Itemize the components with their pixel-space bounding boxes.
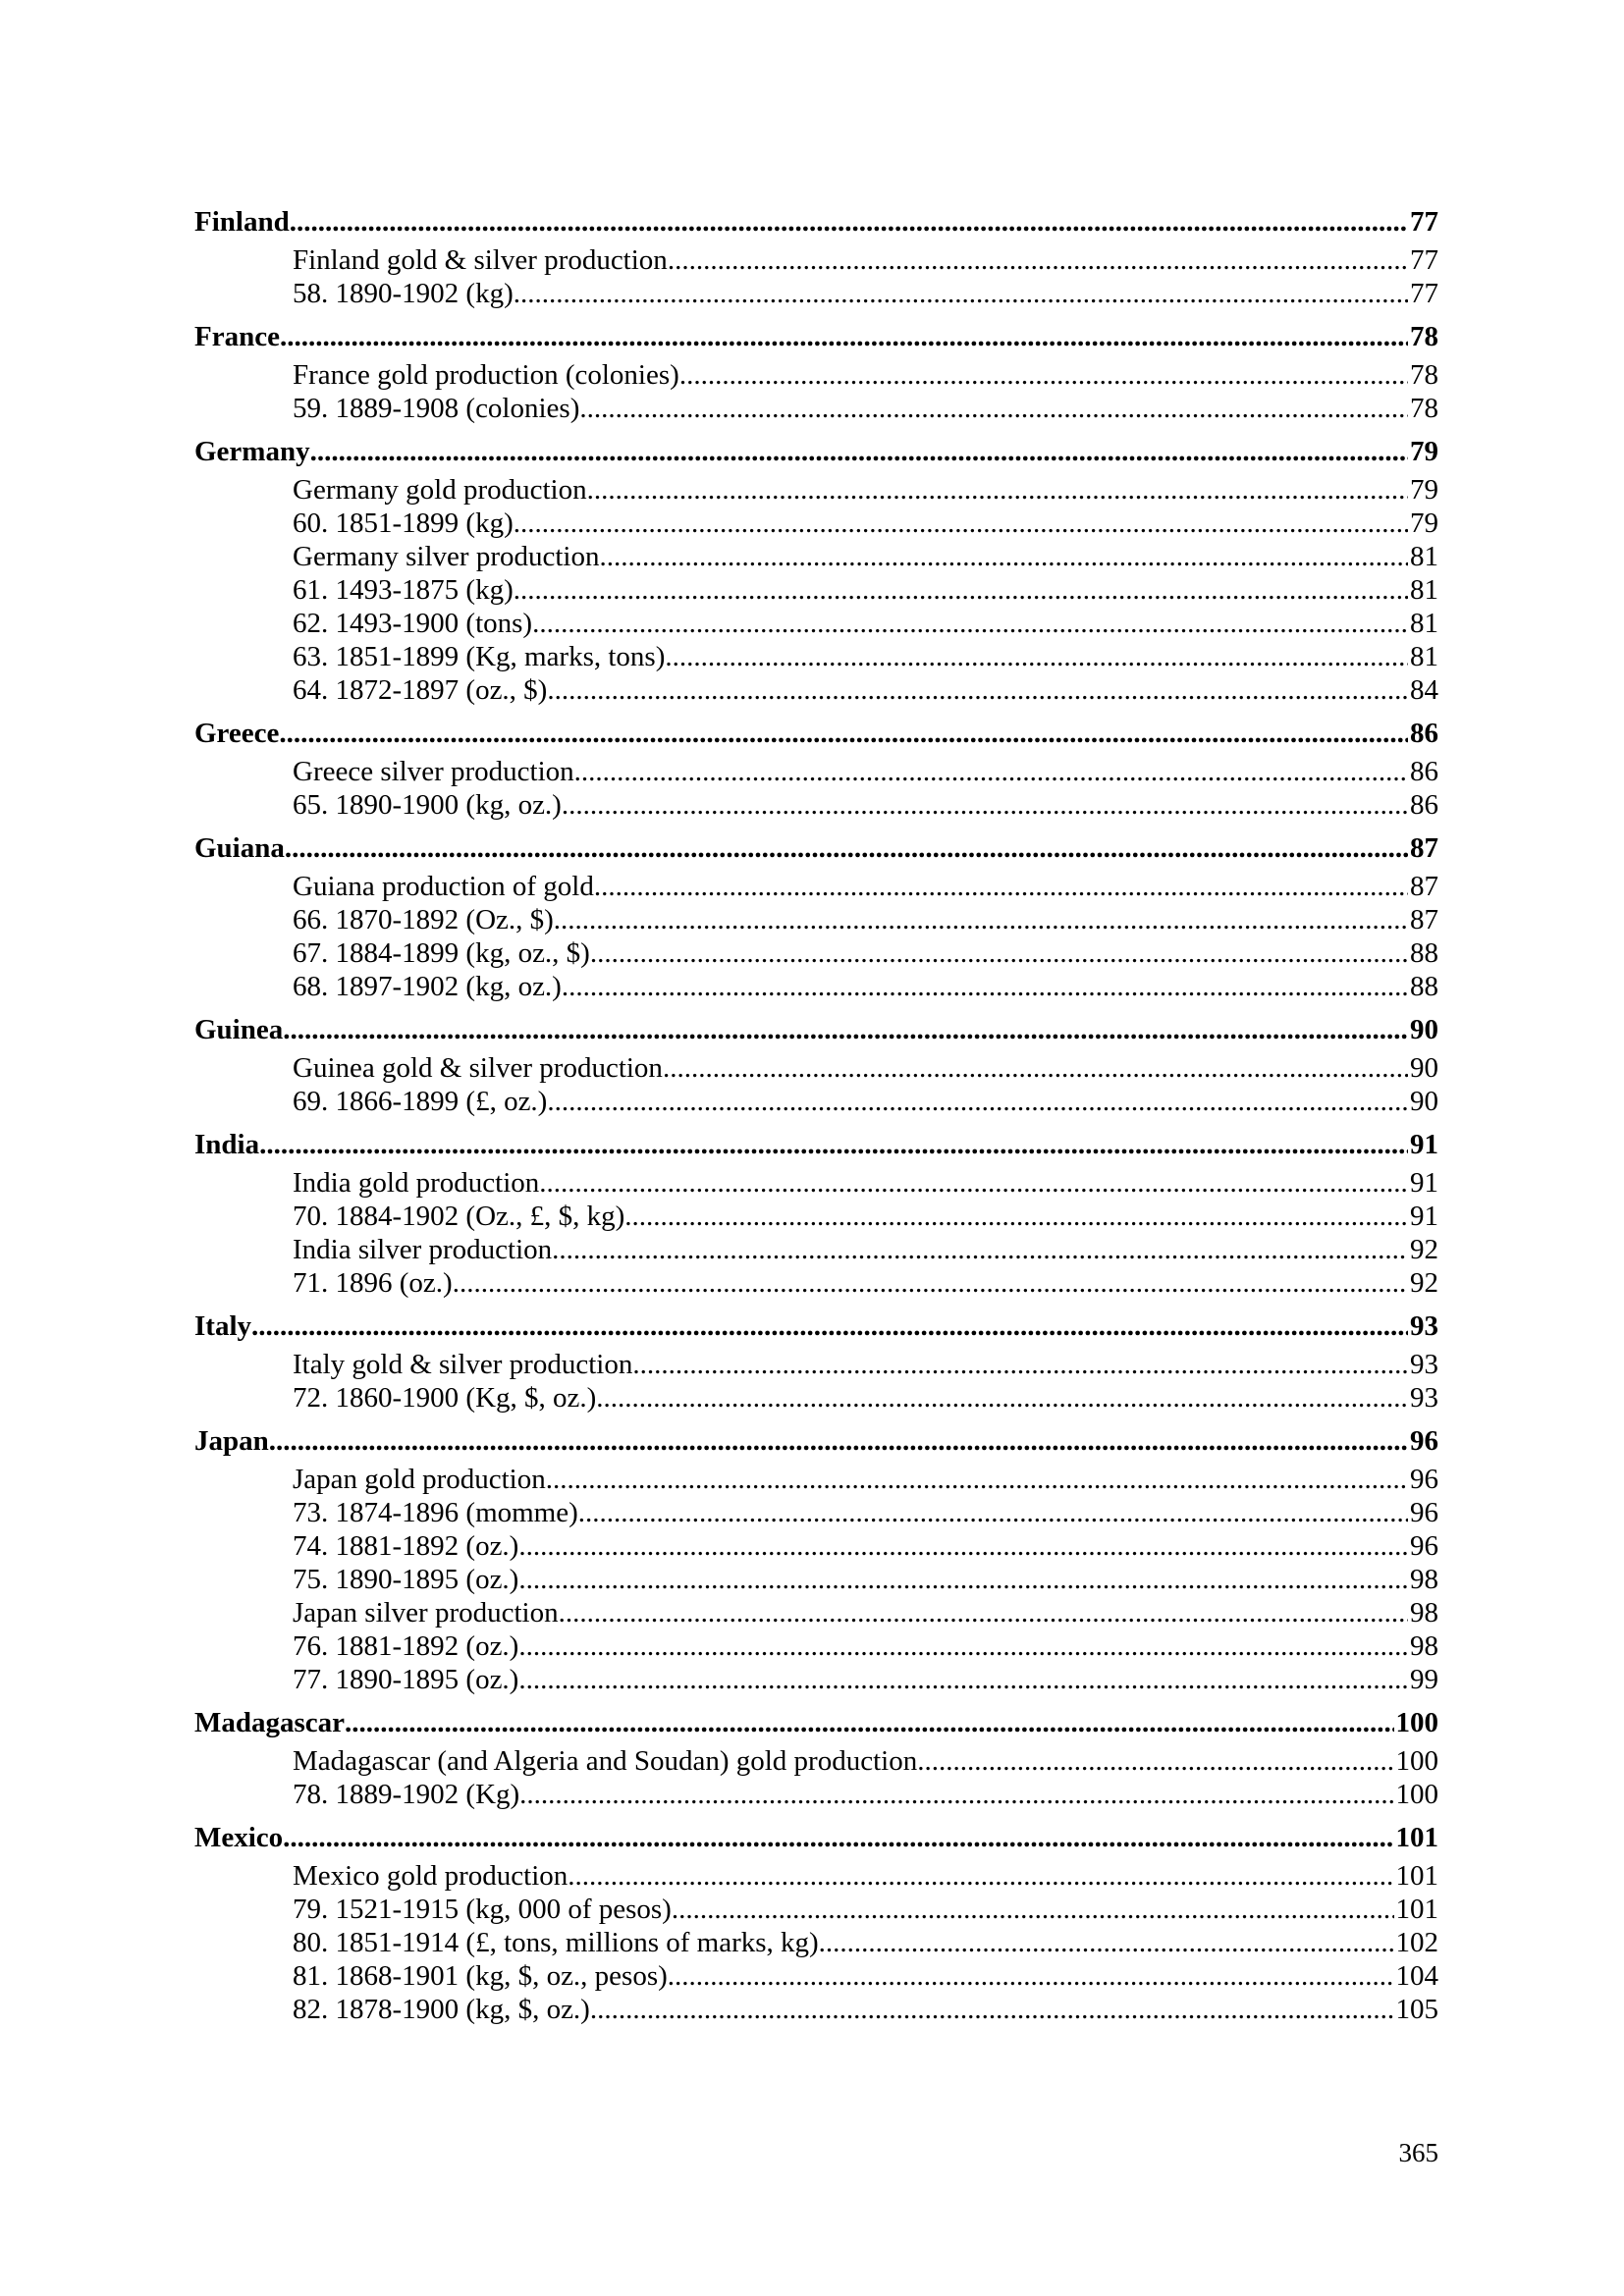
entry-label: 72. 1860-1900 (Kg, $, oz.) xyxy=(293,1382,597,1414)
dot-leader xyxy=(917,1744,1393,1778)
dot-leader xyxy=(514,573,1408,607)
section-title: Finland xyxy=(194,206,290,238)
dot-leader xyxy=(587,473,1408,507)
entry-page-number: 91 xyxy=(1410,1167,1438,1199)
entry-page-number: 92 xyxy=(1410,1234,1438,1265)
entry-label: 70. 1884-1902 (Oz., £, $, kg) xyxy=(293,1201,625,1232)
entry-page-number: 99 xyxy=(1410,1664,1438,1695)
toc-section xyxy=(194,830,1438,1003)
entry-label: 63. 1851-1899 (Kg, marks, tons) xyxy=(293,641,666,672)
toc-entry[interactable] xyxy=(194,358,1438,392)
dot-leader xyxy=(679,358,1408,392)
section-page-number: 77 xyxy=(1410,206,1438,238)
entry-label: 68. 1897-1902 (kg, oz.) xyxy=(293,971,562,1002)
toc-section-heading[interactable] xyxy=(194,1820,1438,1855)
dot-leader xyxy=(596,1381,1408,1415)
toc-section-heading[interactable] xyxy=(194,716,1438,751)
toc-section-heading[interactable] xyxy=(194,1012,1438,1047)
entry-label: Guiana production of gold xyxy=(293,871,594,902)
dot-leader xyxy=(283,1012,1408,1047)
toc-entry[interactable] xyxy=(194,1893,1438,1926)
entry-page-number: 78 xyxy=(1410,393,1438,424)
dot-leader xyxy=(547,1085,1408,1118)
page-number: 365 xyxy=(1398,2138,1438,2167)
toc-entry[interactable] xyxy=(194,1663,1438,1696)
entry-page-number: 93 xyxy=(1410,1382,1438,1414)
dot-leader xyxy=(668,1959,1394,1993)
entry-page-number: 81 xyxy=(1410,574,1438,606)
dot-leader xyxy=(599,540,1408,573)
entry-page-number: 105 xyxy=(1395,1994,1438,2025)
entry-label: 61. 1493-1875 (kg) xyxy=(293,574,514,606)
toc-section xyxy=(194,1820,1438,2026)
entry-label: 77. 1890-1895 (oz.) xyxy=(293,1664,519,1695)
entry-page-number: 90 xyxy=(1410,1052,1438,1084)
section-title: France xyxy=(194,321,280,352)
toc-entry[interactable] xyxy=(194,788,1438,822)
toc-section-heading[interactable] xyxy=(194,204,1438,240)
toc-entry[interactable] xyxy=(194,1463,1438,1496)
entry-page-number: 86 xyxy=(1410,789,1438,821)
section-title: Mexico xyxy=(194,1822,284,1853)
toc-entry[interactable] xyxy=(194,473,1438,507)
dot-leader xyxy=(579,392,1408,425)
table-of-contents xyxy=(194,204,1438,2035)
section-page-number: 91 xyxy=(1410,1129,1438,1160)
toc-entry[interactable] xyxy=(194,1744,1438,1778)
toc-section xyxy=(194,204,1438,310)
toc-entry[interactable] xyxy=(194,1085,1438,1118)
dot-leader xyxy=(624,1200,1408,1233)
entry-label: Japan gold production xyxy=(293,1464,546,1495)
entry-label: 73. 1874-1896 (momme) xyxy=(293,1497,578,1528)
entry-label: 76. 1881-1892 (oz.) xyxy=(293,1630,519,1662)
toc-section xyxy=(194,1308,1438,1415)
dot-leader xyxy=(819,1926,1394,1959)
entry-label: Germany gold production xyxy=(293,474,587,506)
entry-label: 65. 1890-1900 (kg, oz.) xyxy=(293,789,562,821)
dot-leader xyxy=(562,788,1408,822)
entry-page-number: 81 xyxy=(1410,541,1438,572)
dot-leader xyxy=(519,1778,1393,1811)
entry-label: 78. 1889-1902 (Kg) xyxy=(293,1779,520,1810)
entry-page-number: 104 xyxy=(1395,1960,1438,1992)
entry-label: 74. 1881-1892 (oz.) xyxy=(293,1530,519,1562)
dot-leader xyxy=(559,1596,1408,1629)
toc-section-heading[interactable] xyxy=(194,1705,1438,1740)
toc-entry[interactable] xyxy=(194,1233,1438,1266)
dot-leader xyxy=(518,1529,1408,1563)
entry-page-number: 81 xyxy=(1410,608,1438,639)
entry-page-number: 88 xyxy=(1410,937,1438,969)
entry-label: 71. 1896 (oz.) xyxy=(293,1267,453,1299)
dot-leader xyxy=(290,204,1408,240)
entry-page-number: 96 xyxy=(1410,1464,1438,1495)
toc-entry[interactable] xyxy=(194,640,1438,673)
toc-section-heading[interactable] xyxy=(194,1423,1438,1459)
toc-entry[interactable] xyxy=(194,607,1438,640)
dot-leader xyxy=(665,640,1408,673)
toc-section-heading[interactable] xyxy=(194,1308,1438,1344)
entry-label: Greece silver production xyxy=(293,756,574,787)
toc-entry[interactable] xyxy=(194,277,1438,310)
section-page-number: 87 xyxy=(1410,832,1438,864)
toc-entry[interactable] xyxy=(194,1166,1438,1200)
toc-section xyxy=(194,319,1438,425)
dot-leader xyxy=(518,1629,1408,1663)
toc-entry[interactable] xyxy=(194,540,1438,573)
section-page-number: 101 xyxy=(1395,1822,1438,1853)
dot-leader xyxy=(310,434,1408,469)
entry-page-number: 98 xyxy=(1410,1630,1438,1662)
entry-label: Japan silver production xyxy=(293,1597,559,1629)
entry-label: Italy gold & silver production xyxy=(293,1349,633,1380)
entry-label: 66. 1870-1892 (Oz., $) xyxy=(293,904,554,935)
dot-leader xyxy=(590,1993,1394,2026)
entry-page-number: 90 xyxy=(1410,1086,1438,1117)
toc-entry[interactable] xyxy=(194,673,1438,707)
entry-page-number: 81 xyxy=(1410,641,1438,672)
toc-section xyxy=(194,1705,1438,1811)
entry-page-number: 86 xyxy=(1410,756,1438,787)
entry-page-number: 96 xyxy=(1410,1530,1438,1562)
dot-leader xyxy=(546,1463,1408,1496)
dot-leader xyxy=(590,936,1408,970)
section-title: Madagascar xyxy=(194,1707,346,1738)
section-page-number: 78 xyxy=(1410,321,1438,352)
section-page-number: 100 xyxy=(1395,1707,1438,1738)
dot-leader xyxy=(279,716,1408,751)
entry-page-number: 79 xyxy=(1410,474,1438,506)
entry-label: Germany silver production xyxy=(293,541,600,572)
section-page-number: 86 xyxy=(1410,718,1438,749)
toc-entry[interactable] xyxy=(194,1051,1438,1085)
toc-section xyxy=(194,1127,1438,1300)
toc-section xyxy=(194,434,1438,707)
toc-entry[interactable] xyxy=(194,1629,1438,1663)
toc-entry[interactable] xyxy=(194,870,1438,903)
entry-page-number: 93 xyxy=(1410,1349,1438,1380)
entry-page-number: 78 xyxy=(1410,359,1438,391)
entry-page-number: 102 xyxy=(1395,1927,1438,1958)
section-page-number: 96 xyxy=(1410,1425,1438,1457)
toc-entry[interactable] xyxy=(194,1381,1438,1415)
entry-page-number: 88 xyxy=(1410,971,1438,1002)
toc-section-heading[interactable] xyxy=(194,830,1438,866)
dot-leader xyxy=(672,1893,1394,1926)
toc-section xyxy=(194,1423,1438,1696)
dot-leader xyxy=(532,607,1408,640)
entry-label: India silver production xyxy=(293,1234,553,1265)
entry-label: France gold production (colonies) xyxy=(293,359,679,391)
dot-leader xyxy=(547,673,1408,707)
entry-label: 69. 1866-1899 (£, oz.) xyxy=(293,1086,548,1117)
toc-section-heading[interactable] xyxy=(194,319,1438,354)
entry-page-number: 100 xyxy=(1395,1779,1438,1810)
dot-leader xyxy=(251,1308,1408,1344)
entry-label: 81. 1868-1901 (kg, $, oz., pesos) xyxy=(293,1960,668,1992)
dot-leader xyxy=(632,1348,1408,1381)
toc-entry[interactable] xyxy=(194,243,1438,277)
dot-leader xyxy=(259,1127,1408,1162)
dot-leader xyxy=(345,1705,1393,1740)
section-page-number: 79 xyxy=(1410,436,1438,467)
entry-label: India gold production xyxy=(293,1167,540,1199)
entry-label: 64. 1872-1897 (oz., $) xyxy=(293,674,548,706)
toc-entry[interactable] xyxy=(194,1529,1438,1563)
entry-page-number: 98 xyxy=(1410,1597,1438,1629)
section-title: Guinea xyxy=(194,1014,284,1045)
entry-page-number: 91 xyxy=(1410,1201,1438,1232)
toc-entry[interactable] xyxy=(194,573,1438,607)
entry-page-number: 77 xyxy=(1410,278,1438,309)
entry-label: 82. 1878-1900 (kg, $, oz.) xyxy=(293,1994,590,2025)
section-page-number: 90 xyxy=(1410,1014,1438,1045)
dot-leader xyxy=(269,1423,1408,1459)
entry-label: 67. 1884-1899 (kg, oz., $) xyxy=(293,937,590,969)
dot-leader xyxy=(574,755,1408,788)
entry-label: 60. 1851-1899 (kg) xyxy=(293,507,514,539)
dot-leader xyxy=(285,830,1408,866)
toc-entry[interactable] xyxy=(194,1959,1438,1993)
entry-page-number: 101 xyxy=(1395,1894,1438,1925)
section-title: Italy xyxy=(194,1310,251,1342)
toc-entry[interactable] xyxy=(194,1266,1438,1300)
section-page-number: 93 xyxy=(1410,1310,1438,1342)
dot-leader xyxy=(552,1233,1408,1266)
dot-leader xyxy=(453,1266,1408,1300)
section-title: Greece xyxy=(194,718,280,749)
dot-leader xyxy=(518,1663,1408,1696)
entry-page-number: 92 xyxy=(1410,1267,1438,1299)
entry-page-number: 98 xyxy=(1410,1564,1438,1595)
toc-entry[interactable] xyxy=(194,755,1438,788)
entry-page-number: 87 xyxy=(1410,871,1438,902)
toc-entry[interactable] xyxy=(194,1859,1438,1893)
toc-entry[interactable] xyxy=(194,903,1438,936)
toc-entry[interactable] xyxy=(194,392,1438,425)
entry-label: Finland gold & silver production xyxy=(293,244,668,276)
entry-label: Guinea gold & silver production xyxy=(293,1052,663,1084)
toc-entry[interactable] xyxy=(194,1926,1438,1959)
toc-entry[interactable] xyxy=(194,1563,1438,1596)
dot-leader xyxy=(554,903,1408,936)
toc-entry[interactable] xyxy=(194,970,1438,1003)
toc-section-heading[interactable] xyxy=(194,1127,1438,1162)
entry-page-number: 100 xyxy=(1395,1745,1438,1777)
dot-leader xyxy=(539,1166,1408,1200)
entry-label: 59. 1889-1908 (colonies) xyxy=(293,393,580,424)
entry-page-number: 101 xyxy=(1395,1860,1438,1892)
entry-label: 58. 1890-1902 (kg) xyxy=(293,278,514,309)
toc-entry[interactable] xyxy=(194,507,1438,540)
entry-label: 80. 1851-1914 (£, tons, millions of marks, kg) xyxy=(293,1927,819,1958)
entry-label: Mexico gold production xyxy=(293,1860,568,1892)
entry-label: 79. 1521-1915 (kg, 000 of pesos) xyxy=(293,1894,672,1925)
dot-leader xyxy=(514,507,1408,540)
dot-leader xyxy=(663,1051,1408,1085)
dot-leader xyxy=(518,1563,1408,1596)
toc-entry[interactable] xyxy=(194,1348,1438,1381)
dot-leader xyxy=(562,970,1408,1003)
entry-page-number: 79 xyxy=(1410,507,1438,539)
toc-section xyxy=(194,716,1438,822)
section-title: Guiana xyxy=(194,832,285,864)
entry-label: Madagascar (and Algeria and Soudan) gold production xyxy=(293,1745,918,1777)
entry-page-number: 87 xyxy=(1410,904,1438,935)
dot-leader xyxy=(578,1496,1408,1529)
section-title: India xyxy=(194,1129,260,1160)
dot-leader xyxy=(283,1820,1393,1855)
dot-leader xyxy=(594,870,1408,903)
dot-leader xyxy=(514,277,1408,310)
toc-entry[interactable] xyxy=(194,1778,1438,1811)
dot-leader xyxy=(568,1859,1393,1893)
dot-leader xyxy=(668,243,1408,277)
dot-leader xyxy=(280,319,1408,354)
toc-entry[interactable] xyxy=(194,1496,1438,1529)
entry-label: 62. 1493-1900 (tons) xyxy=(293,608,533,639)
section-title: Germany xyxy=(194,436,310,467)
entry-label: 75. 1890-1895 (oz.) xyxy=(293,1564,519,1595)
toc-entry[interactable] xyxy=(194,936,1438,970)
toc-entry[interactable] xyxy=(194,1200,1438,1233)
entry-page-number: 84 xyxy=(1410,674,1438,706)
section-title: Japan xyxy=(194,1425,269,1457)
entry-page-number: 96 xyxy=(1410,1497,1438,1528)
entry-page-number: 77 xyxy=(1410,244,1438,276)
toc-entry[interactable] xyxy=(194,1993,1438,2026)
toc-entry[interactable] xyxy=(194,1596,1438,1629)
toc-section xyxy=(194,1012,1438,1118)
toc-section-heading[interactable] xyxy=(194,434,1438,469)
